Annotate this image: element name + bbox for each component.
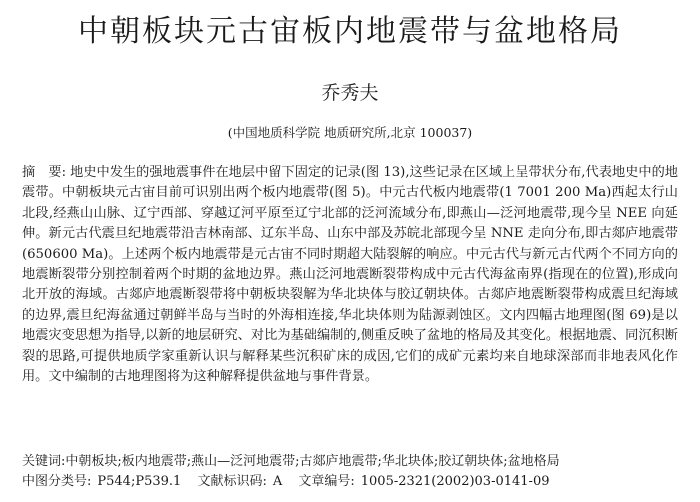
article-label: 文章编号: [298,474,355,489]
keywords-label: 关键词: [22,454,66,469]
paper-title: 中朝板块元古宙板内地震带与盆地格局 [78,14,622,49]
doc-code-value: A [272,474,283,489]
author-name: 乔秀夫 [321,82,379,104]
keywords-text: 中朝板块;板内地震带;燕山—泛河地震带;古郯庐地震带;华北块体;胶辽朝块体;盆地格局 [65,454,560,469]
article-number [298,474,555,489]
classification-line [22,472,682,492]
abstract-text: 地史中发生的强地震事件在地层中留下固定的记录(图 13),这些记录在区域上呈带状分布,代表地史中的地震带。中朝板块元古宙目前可识别出两个板内地震带(图 5)。中元古代板内地震带(1 7001 200 Ma)西起太行山北段,经燕山山脉、辽宁西部、穿越辽河平原至辽宁北部的泛河流域分布,即燕山—泛河地震带,现今呈 NEE 向延伸。新元古代震旦纪地震带沿吉林南部、辽东半岛、山东中部及苏皖北部现今呈 NNE 走向分布,即古郯庐地震带(650600 Ma)。上述两个板内地震带是元古宙不同时期超大陆裂解的响应。中元古代与新元古代两个不同方向的地震断裂带分别控制着两个时期的盆地边界。燕山泛河地震断裂带构成中元古代海盆南界(指现在的位置),形成向北开放的海域。古郯庐地震断裂带将中朝板块裂解为华北块体与胶辽朝块体。古郯庐地震断裂带构成震旦纪海域的边界,震旦纪海盆通过朝鲜半岛与当时的外海相连接,华北块体则为陆源剥蚀区。文内四幅古地理图(图 69)是以地震灾变思想为指导,以新的地层研究、对比为基础编制的,侧重反映了盆地的格局及其变化。根据地震、同沉积断裂的思路,可提供地质学家重新认识与解释某些沉积矿床的成因,它们的成矿元素均来自地球深部而非地表风化作用。文中编制的古地理图将为这种解释提供盆地与事件背景。 [22,165,678,385]
document-code [197,474,288,489]
article-value: 1005-2321(2002)03-0141-09 [360,474,550,489]
doc-code-label: 文献标识码: [197,474,267,489]
clc-label: 中图分类号: [22,474,92,489]
clc-value: P544;P539.1 [97,474,182,489]
abstract [22,163,678,387]
clc-number [22,474,187,489]
author-affiliation: (中国地质科学院 地质研究所,北京 100037) [227,125,473,140]
keywords [22,452,682,472]
abstract-label: 摘 要: [22,165,67,180]
